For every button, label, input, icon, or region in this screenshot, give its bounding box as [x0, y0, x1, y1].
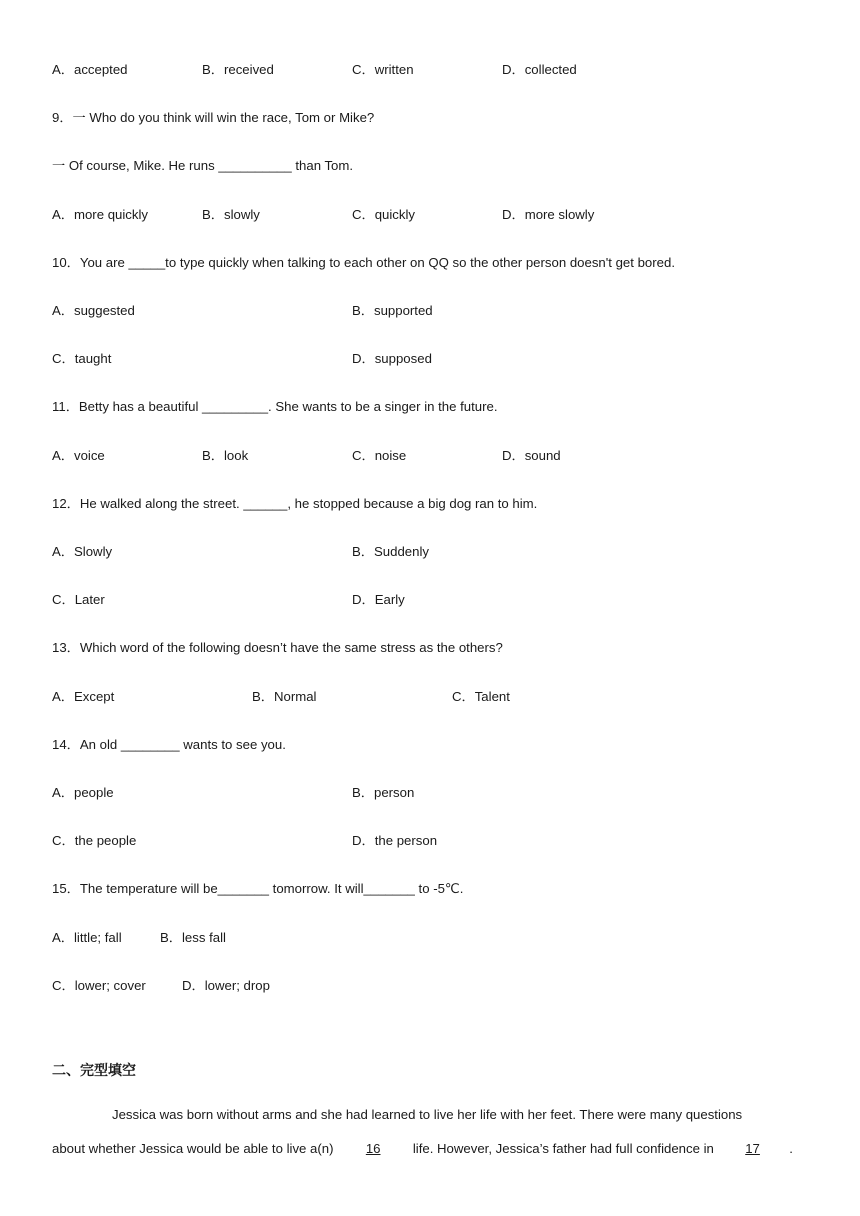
option-a: A．voice: [52, 448, 105, 463]
question-stem-line2: 一 Of course, Mike. He runs __________ than Tom.: [52, 158, 354, 173]
question-stem: 10．You are _____to type quickly when talking to each other on QQ so the other person doesn't get bored.: [52, 255, 675, 270]
option-d: D．lower; drop: [182, 978, 270, 993]
section-title: 二、完型填空: [52, 1062, 136, 1078]
option-b: B．slowly: [202, 207, 260, 222]
passage-text: life. However, Jessica’s father had full confidence in: [412, 1141, 714, 1156]
option-c: C．Talent: [452, 689, 510, 704]
option-c: C．taught: [52, 351, 112, 366]
option-b: B．received: [202, 62, 274, 77]
option-c: C．noise: [352, 448, 407, 463]
question-stem: 14．An old ________ wants to see you.: [52, 737, 286, 752]
option-d: D．Early: [352, 592, 405, 607]
option-c: C．quickly: [352, 207, 416, 222]
passage-line: Jessica was born without arms and she had learned to live her life with her feet. There were many questions: [112, 1107, 743, 1122]
option-d: D．sound: [502, 448, 561, 463]
option-b: B．less fall: [160, 930, 226, 945]
option-b: B．person: [352, 785, 415, 800]
option-b: B．supported: [352, 303, 433, 318]
passage-line: [52, 1141, 793, 1157]
option-b: B．Normal: [252, 689, 317, 704]
option-a: A．people: [52, 785, 114, 800]
option-d: D．collected: [502, 62, 577, 77]
option-a: A．suggested: [52, 303, 135, 318]
passage-text: about whether Jessica would be able to live a(n): [52, 1141, 334, 1156]
option-b: B．look: [202, 448, 249, 463]
option-c: C．the people: [52, 833, 137, 848]
question-stem: 13．Which word of the following doesn’t have the same stress as the others?: [52, 640, 503, 655]
blank-17: 17: [745, 1141, 760, 1156]
option-d: D．the person: [352, 833, 438, 848]
option-a: A．Except: [52, 689, 115, 704]
period: .: [789, 1141, 793, 1156]
blank-16: 16: [365, 1141, 381, 1156]
question-stem: 11．Betty has a beautiful _________. She wants to be a singer in the future.: [52, 399, 498, 414]
option-d: D．supposed: [352, 351, 432, 366]
option-c: C．lower; cover: [52, 978, 146, 993]
option-c: C．written: [352, 62, 414, 77]
option-d: D．more slowly: [502, 207, 595, 222]
option-b: B．Suddenly: [352, 544, 429, 559]
option-c: C．Later: [52, 592, 105, 607]
option-a: A．little; fall: [52, 930, 122, 945]
option-a: A．Slowly: [52, 544, 113, 559]
option-a: A．accepted: [52, 62, 128, 77]
question-stem: 12．He walked along the street. ______, he stopped because a big dog ran to him.: [52, 496, 538, 511]
question-stem: 15．The temperature will be_______ tomorrow. It will_______ to -5℃.: [52, 881, 464, 896]
option-a: A．more quickly: [52, 207, 149, 222]
question-stem: 9．一 Who do you think will win the race, Tom or Mike?: [52, 110, 375, 125]
